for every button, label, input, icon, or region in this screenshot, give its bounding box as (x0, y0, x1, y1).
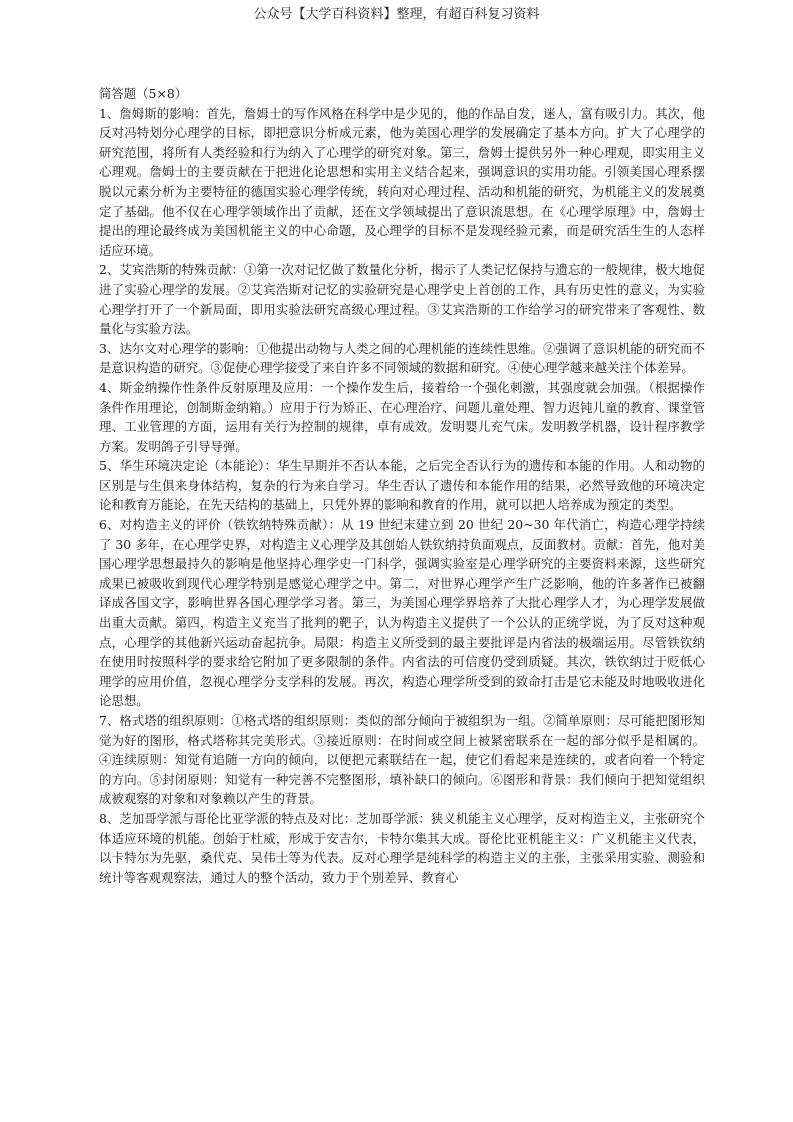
answer-5: 5、华生环境决定论（本能论）：华生早期并不否认本能，之后完全否认行为的遗传和本能的作用。人和动物的区别是与生俱来身体结构，复杂的行为来自学习。华生否认了遗传和本能作用的结果，必然导致他的环境决定论和教育万能论，在先天结构的基础上，只凭外界的影响和教育的作用，就可以把人培养成为预定的类型。 (99, 458, 705, 513)
page-header: 公众号【大学百科资料】整理，有超百科复习资料 (253, 7, 540, 22)
answer-7: 7、格式塔的组织原则：①格式塔的组织原则：类似的部分倾向于被组织为一组。②简单原则：尽可能把图形知觉为好的图形，格式塔称其完美形式。③接近原则：在时间或空间上被紧密联系在一起的部分似乎是相属的。④连续原则：知觉有追随一方向的倾向，以便把元素联结在一起，使它们看起来是连续的，或者向着一个特定的方向。⑤封闭原则：知觉有一种完善不完整图形，填补缺口的倾向。⑥图形和背景：我们倾向于把知觉组织成被观察的对象和对象赖以产生的背景。 (99, 713, 705, 807)
section-title: 简答题（5×8） (99, 86, 188, 101)
answer-1: 1、詹姆斯的影响：首先，詹姆士的写作风格在科学中是少见的，他的作品自发，迷人，富有吸引力。其次，他反对冯特划分心理学的目标，即把意识分析成元素，他为美国心理学的发展确定了基本方向。扩大了心理学的研究范围，将所有人类经验和行为纳入了心理学的研究对象。第三，詹姆士提供另外一种心理观，即实用主义心理观。詹姆士的主要贡献在于把进化论思想和实用主义结合起来，强调意识的实用功能。引领美国心理系摆脱以元素分析为主要特征的德国实验心理学传统，转向对心理过程、活动和机能的研究，为机能主义的发展奠定了基础。他不仅在心理学领域作出了贡献，还在文学领域提出了意识流思想。在《心理学原理》中，詹姆士提出的理论最终成为美国机能主义的中心命题，及心理学的目标不是发现经验元素，而是研究活生生的人态样适应环境。 (99, 105, 705, 258)
answer-6: 6、对构造主义的评价（铁钦纳特殊贡献）：从 19 世纪末建立到 20 世纪 20~30 年代消亡，构造心理学持续了 30 多年，在心理学史界，对构造主义心理学及其创始人铁钦纳持负面观点，反面教材。贡献：首先，他对美国心理学思想最持久的影响是他坚持心理学史一门科学，强调实验室是心理学研究的主要资料来源，这些研究成果已被吸收到现代心理学特别是感觉心理学之中。第二，对世界心理学产生广泛影响，他的许多著作已被翻译成各国文字，影响世界各国心理学学习者。第三，为美国心理学界培养了大批心理学人才，为心理学发展做出重大贡献。第四，构造主义充当了批判的靶子，认为构造主义提供了一个公认的正统学说，为了反对这种观点，心理学的其他新兴运动奋起抗争。局限：构造主义所受到的最主要批评是内省法的极端运用。尽管铁钦纳在使用时按照科学的要求给它附加了更多限制的条件。内省法的可信度仍受到质疑。其次，铁钦纳过于贬低心理学的应用价值，忽视心理学分支学科的发展。再次，构造心理学所受到的致命打击是它未能及时地吸收进化论思想。 (99, 517, 706, 709)
document-body (99, 84, 705, 887)
answer-8: 8、芝加哥学派与哥伦比亚学派的特点及对比：芝加哥学派：狭义机能主义心理学，反对构造主义，主张研究个体适应环境的机能。创始于杜威，形成于安吉尔，卡特尔集其大成。哥伦比亚机能主义：广义机能主义代表，以卡特尔为先驱，桑代克、吴伟士等为代表。反对心理学是纯科学的构造主义的主张，主张采用实验、测验和统计等客观观察法，通过人的整个活动，致力于个别差异、教育心 (99, 810, 705, 885)
answer-4: 4、斯金纳操作性条件反射原理及应用：一个操作发生后，接着给一个强化刺激，其强度就会加强。（根据操作条件作用理论，创制斯金纳箱。）应用于行为矫正、在心理治疗、问题儿童处理、智力迟钝儿童的教育、课堂管理、工业管理的方面，运用有关行为控制的规律，卓有成效。发明婴儿充气床。发明教学机器，设计程序教学方案。发明鸽子引导导弹。 (99, 379, 705, 454)
answer-3: 3、达尔文对心理学的影响：①他提出动物与人类之间的心理机能的连续性思维。②强调了意识机能的研究而不是意识构造的研究。③促使心理学接受了来自许多不同领域的数据和研究。④使心理学越来越关注个体差异。 (99, 340, 705, 376)
answer-2: 2、艾宾浩斯的特殊贡献：①第一次对记忆做了数量化分析，揭示了人类记忆保持与遗忘的一般规律，极大地促进了实验心理学的发展。②艾宾浩斯对记忆的实验研究是心理学史上首创的工作，具有历史性的意义，为实验心理学打开了一个新局面，即用实验法研究高级心理过程。③艾宾浩斯的工作给学习的研究带来了客观性、数量化与实验方法。 (99, 262, 705, 337)
